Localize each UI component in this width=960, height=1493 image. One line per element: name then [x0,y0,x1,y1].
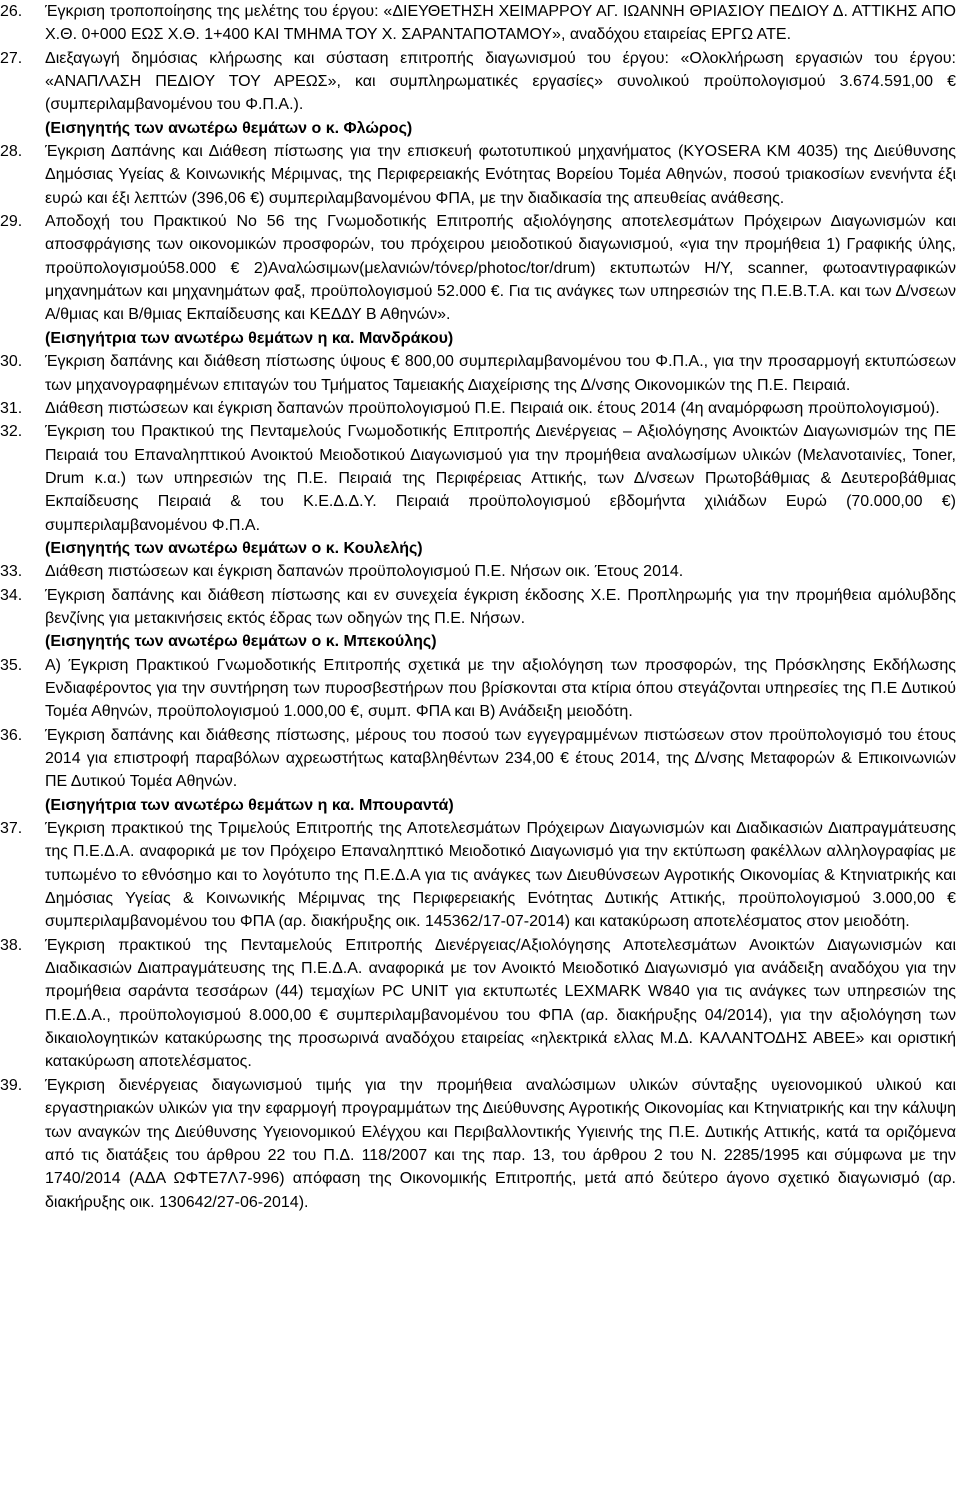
agenda-item-text: Διάθεση πιστώσεων και έγκριση δαπανών προϋπολογισμού Π.Ε. Πειραιά οικ. έτους 2014 (4η αναμόρφωση προϋπολογισμού). [45,399,940,417]
rapporteur-line: (Εισηγητής των ανωτέρω θεμάτων ο κ. Φλώρος) [45,119,413,137]
agenda-item-text: Διάθεση πιστώσεων και έγκριση δαπανών προϋπολογισμού Π.Ε. Νήσων οικ. Έτους 2014. [45,563,684,581]
agenda-item-number: 28. [0,143,23,161]
agenda-item [0,934,956,1074]
agenda-item-text: Έγκριση δαπάνης και διάθεσης πίστωσης, μέρους του ποσού των εγγεγραμμένων πιστώσεων στον προϋπολογισμό του έτους 2014 για επιστροφή παραβόλων αχρεωστήτως καταβληθέντων 234,00 € έτους 2014, της Δ/νσης Μεταφορών & Επικοινωνιών ΠΕ Δυτικού Τομέα Αθηνών. [45,726,956,791]
agenda-item [0,1074,956,1214]
agenda-item-number: 30. [0,353,23,371]
agenda-item [0,724,956,817]
agenda-item-number: 38. [0,936,23,954]
agenda-item [0,420,956,560]
agenda-item-text: Α) Έγκριση Πρακτικού Γνωμοδοτικής Επιτροπής σχετικά με την αξιολόγηση των προσφορών, της Πρόσκλησης Εκδήλωσης Ενδιαφέροντος για την συντήρηση των πυροσβεστήρων που βρίσκονται στα κτίρια όπου στεγάζονται υπηρεσίες της Π.Ε Δυτικού Τομέα Αθηνών, προϋπολογισμού 1.000,00 €, συμπ. ΦΠΑ και Β) Ανάδειξη μειοδότη. [45,656,956,721]
agenda-item-number: 29. [0,213,23,231]
agenda-item-number: 36. [0,726,23,744]
agenda-item-number: 35. [0,656,23,674]
rapporteur-line: (Εισηγητής των ανωτέρω θεμάτων ο κ. Μπεκούλης) [45,633,437,651]
agenda-item-number: 31. [0,399,23,417]
agenda-item [0,654,956,724]
rapporteur-line: (Εισηγητής των ανωτέρω θεμάτων ο κ. Κουλελής) [45,539,423,557]
agenda-item [0,584,956,654]
agenda-item-text: Έγκριση Δαπάνης και Διάθεση πίστωσης για την επισκευή φωτοτυπικού μηχανήματος (KYOSERA KM 4035) της Διεύθυνσης Δημόσιας Υγείας & Κοινωνικής Μέριμνας, της Περιφερειακής Ενότητας Βορείου Τομέα Αθηνών, ποσού τριακοσίων ενενήντα έξι ευρώ και έξι λεπτών (396,06 €) συμπεριλαμβανομένου ΦΠΑ, με την διαδικασία της απευθείας ανάθεσης. [45,143,956,207]
agenda-item-number: 26. [0,3,23,20]
agenda-item [0,817,956,934]
agenda-item-text: Διεξαγωγή δημόσιας κλήρωσης και σύσταση επιτροπής διαγωνισμού του έργου: «Ολοκλήρωση εργασιών του έργου: «ΑΝΑΠΛΑΣΗ ΠΕΔΙΟΥ ΤΟΥ ΑΡΕΩΣ», και συμπληρωματικές εργασίες» συνολικού προϋπολογισμού 3.674.591,00 € (συμπεριλαμβανομένου του Φ.Π.Α.). [45,49,956,114]
rapporteur-line: (Εισηγήτρια των ανωτέρω θεμάτων η κα. Μανδράκου) [45,329,454,347]
agenda-item-number: 39. [0,1076,23,1094]
agenda-item-number: 34. [0,586,23,604]
agenda-item [0,47,956,140]
agenda-item [0,0,956,47]
agenda-item-text: Έγκριση πρακτικού της Τριμελούς Επιτροπής της Αποτελεσμάτων Πρόχειρων Διαγωνισμών και Διαδικασιών Διαπραγμάτευσης της Π.Ε.Δ.Α. αναφορικά με τον Πρόχειρο Επαναληπτικό Μειοδοτικό Διαγωνισμό για την εκτύπωση φακέλλων αλληλογραφίας με τυπωμένο το εθνόσημο και το λογότυπο της Π.Ε.Δ.Α για τις ανάγκες των Διευθύνσεων Αγροτικής Οικονομίας & Κτηνιατρικής και Δημόσιας Υγείας & Κοινωνικής Μέριμνας της Περιφερειακής Ενότητας Δυτικής Αττικής, προϋπολογισμού 3.000,00 € συμπεριλαμβανομένου του ΦΠΑ (αρ. διακήρυξης οικ. 145362/17-07-2014) και κατακύρωση αποτελέσματος στον μειοδότη. [45,820,956,931]
agenda-item-number: 32. [0,423,23,441]
agenda-item [0,560,956,583]
agenda-item [0,350,956,397]
agenda-item-text: Έγκριση του Πρακτικού της Πενταμελούς Γνωμοδοτικής Επιτροπής Διενέργειας – Αξιολόγησης Ανοικτών Διαγωνισμών της ΠΕ Πειραιά του Επαναληπτικού Ανοικτού Μειοδοτικού Διαγωνισμού για την προμήθεια αναλωσίμων υλικών (Μελανοταινίες, Toner, Drum κ.α.) των υπηρεσιών της Π.Ε. Πειραιά της Περιφέρειας Αττικής, των Δ/νσεων Πρωτοβάθμιας & Δευτεροβάθμιας Εκπαίδευσης Πειραιά & του Κ.Ε.Δ.Δ.Υ. Πειραιά προϋπολογισμού εβδομήντα χιλιάδων Ευρώ (70.000,00 €) συμπεριλαμβανομένου Φ.Π.Α. [45,423,956,534]
agenda-item-text: Έγκριση τροποποίησης της μελέτης του έργου: «ΔΙΕΥΘΕΤΗΣΗ ΧΕΙΜΑΡΡΟΥ ΑΓ. ΙΩΑΝΝΗ ΘΡΙΑΣΙΟΥ ΠΕΔΙΟΥ Δ. ΑΤΤΙΚΗΣ ΑΠΟ Χ.Θ. 0+000 ΕΩΣ Χ.Θ. 1+400 ΚΑΙ ΤΜΗΜΑ ΤΟΥ Χ. ΣΑΡΑΝΤΑΠΟΤΑΜΟΥ», αναδόχου εταιρείας ΕΡΓΩ ΑΤΕ. [45,3,956,44]
rapporteur-line: (Εισηγήτρια των ανωτέρω θεμάτων η κα. Μπουραντά) [45,796,454,814]
agenda-item [0,397,956,420]
agenda-item [0,210,956,350]
agenda-item-number: 37. [0,820,23,838]
agenda-item-number: 33. [0,563,23,581]
agenda-item-text: Αποδοχή του Πρακτικού Νο 56 της Γνωμοδοτικής Επιτροπής αξιολόγησης αποτελεσμάτων Πρόχειρων Διαγωνισμών και αποσφράγισης των οικονομικών προσφορών, του πρόχειρου μειοδοτικού διαγωνισμού, «για την προμήθεια 1) Γραφικής ύλης, προϋπολογισμού58.000 € 2)Αναλώσιμων(μελανιών/τόνερ/photoc/tor/drum) εκτυπωτών Η/Υ, scanner, φωτοαντιγραφικών μηχανημάτων και μηχανημάτων φαξ, προϋπολογισμού 52.000 €. Για τις ανάγκες των υπηρεσιών της Π.Ε.Β.Τ.Α. και των Δ/νσεων Α/θμιας και Β/θμιας Εκπαίδευσης και ΚΕΔΔΥ Β Αθηνών». [45,213,956,324]
agenda-item-text: Έγκριση δαπάνης και διάθεση πίστωσης ύψους € 800,00 συμπεριλαμβανομένου του Φ.Π.Α., για την προσαρμογή εκτυπώσεων των μηχανογραφημένων επιταγών του Τμήματος Ταμειακής Διαχείρισης της Δ/νσης Οικονομικών της Π.Ε. Πειραιά. [45,353,956,394]
agenda-item-text: Έγκριση πρακτικού της Πενταμελούς Επιτροπής Διενέργειας/Αξιολόγησης Αποτελεσμάτων Ανοικτών Διαγωνισμών και Διαδικασιών Διαπραγμάτευσης της Π.Ε.Δ.Α. αναφορικά με τον Ανοικτό Μειοδοτικό Διαγωνισμό για ανάδειξη αναδόχου για την προμήθεια σαράντα τεσσάρων (44) τεμαχίων PC UNIT για εκτυπωτές LEXMARK W840 για τις ανάγκες των υπηρεσιών της Π.Ε.Δ.Α., προϋπολογισμού 8.000,00 € συμπεριλαμβανομένου του ΦΠΑ (αρ. διακήρυξης 04/2014), για την αξιολόγηση των δικαιολογητικών κατακύρωσης της προσωρινά αναδόχου εταιρείας «ηλεκτρικά ελλας Μ.Δ. ΚΑΛΑΝΤΟΔΗΣ ΑΒΕΕ» και οριστική κατακύρωση αποτελέσματος. [45,936,956,1071]
agenda-item [0,140,956,210]
agenda-item-text: Έγκριση διενέργειας διαγωνισμού τιμής για την προμήθεια αναλώσιμων υλικών σύνταξης υγειονομικού υλικού και εργαστηριακών υλικών για την εφαρμογή προγραμμάτων της Διεύθυνσης Αγροτικής Οικονομίας και Κτηνιατρικής και την κάλυψη των αναγκών της Διεύθυνσης Υγειονομικού Ελέγχου και Περιβαλλοντικής Υγιεινής της Π.Ε. Δυτικής Αττικής, κατά τα οριζόμενα από τις διατάξεις του άρθρου 22 του Π.Δ. 118/2007 και της παρ. 13, του άρθρου 2 του Ν. 2285/1995 και σύμφωνα με την 1740/2014 (ΑΔΑ ΩΦΤΕ7Λ7-996) απόφαση της Οικονομικής Επιτροπής, μετά από δεύτερο άγονο σχετικό διαγωνισμό (αρ. διακήρυξης οικ. 130642/27-06-2014). [45,1076,956,1211]
agenda-item-number: 27. [0,49,23,67]
agenda-item-text: Έγκριση δαπάνης και διάθεση πίστωσης και εν συνεχεία έγκριση έκδοσης Χ.Ε. Προπληρωμής για την προμήθεια αμόλυβδης βενζίνης για μετακινήσεις εκτός έδρας των οδηγών της Π.Ε. Νήσων. [45,586,956,627]
